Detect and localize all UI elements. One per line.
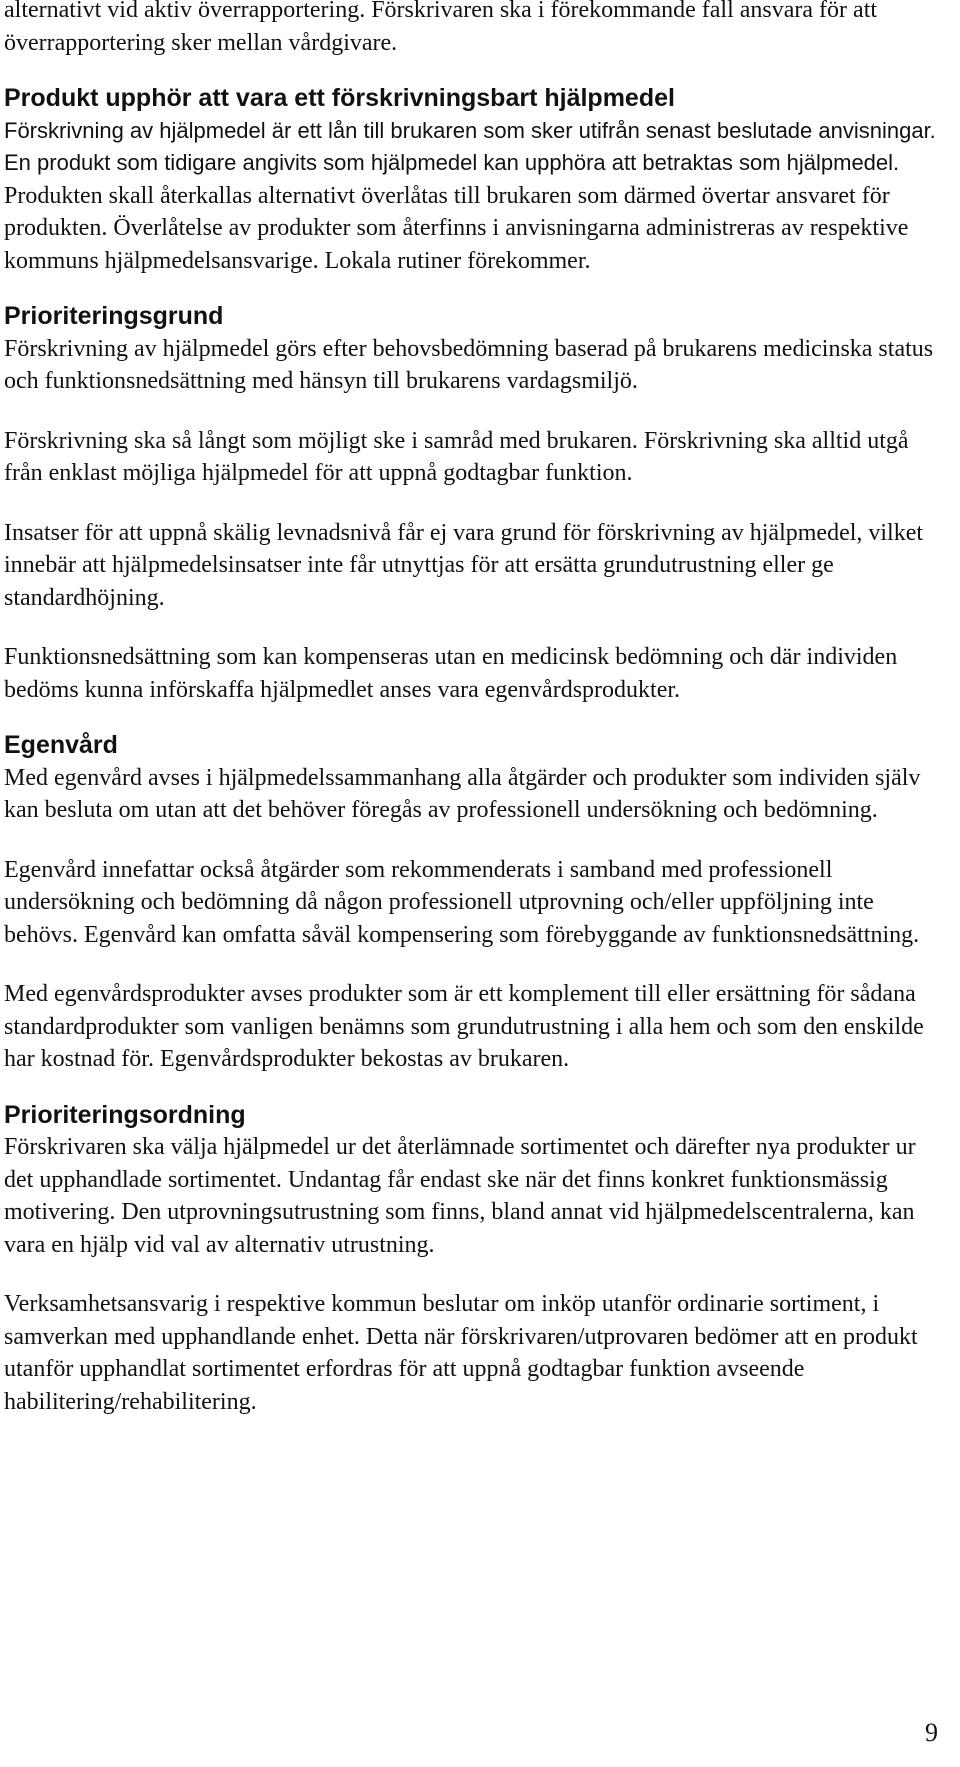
page-number: 9 <box>925 1718 938 1747</box>
paragraph-produkt-upphor-sans-part: Förskrivning av hjälpmedel är ett lån till brukaren som sker utifrån senast beslutade anvisningar. En produkt som tidigare angivits som hjälpmedel kan upphöra att betraktas som hjälpmedel. <box>4 117 936 175</box>
paragraph-ordning-2: Verksamhetsansvarig i respektive kommun beslutar om inköp utanför ordinarie sortiment, i samverkan med upphandlande enhet. Detta när förskrivaren/utprovaren bedömer att en produkt utanför upphandlat sortimentet erfordras för att uppnå godtagbar funktion avseende habilitering/rehabilitering. <box>4 1291 918 1415</box>
paragraph-egenvard-2: Egenvård innefattar också åtgärder som rekommenderats i samband med professionell undersökning och bedömning då någon professionell utprovning och/eller uppföljning inte behövs. Egenvård kan omfatta såväl kompensering som förebyggande av funktionsnedsättning. <box>4 856 920 948</box>
heading-produkt-upphor: Produkt upphör att vara ett förskrivningsbart hjälpmedel <box>4 84 675 112</box>
paragraph-egenvard-3: Med egenvårdsprodukter avses produkter som är ett komplement till eller ersättning för sådana standardprodukter som vanligen benämns som grundutrustning i alla hem och som den enskilde har kostnad för. Egenvårdsprodukter bekostas av brukaren. <box>4 981 924 1072</box>
paragraph-grund-2: Förskrivning ska så långt som möjligt ske i samråd med brukaren. Förskrivning ska alltid utgå från enklast möjliga hjälpmedel för att uppnå godtagbar funktion. <box>4 427 909 486</box>
paragraph-produkt-upphor <box>4 115 948 278</box>
heading-prioriteringsordning: Prioriteringsordning <box>4 1100 246 1129</box>
heading-egenvard: Egenvård <box>4 731 118 759</box>
document-page <box>4 0 948 1418</box>
paragraph-produkt-upphor-serif-part: Produkten skall återkallas alternativt överlåtas till brukaren som därmed övertar ansvaret för produkten. Överlåtelse av produkter som återfinns i anvisningarna administreras av respektive kommuns hjälpmedelsansvarige. Lokala rutiner förekommer. <box>4 182 909 274</box>
paragraph-grund-4: Funktionsnedsättning som kan kompenseras utan en medicinsk bedömning och där individen bedöms kunna införskaffa hjälpmedlet anses vara egenvårdsprodukter. <box>4 644 898 703</box>
paragraph-egenvard-1: Med egenvård avses i hjälpmedelssammanhang alla åtgärder och produkter som individen själv kan besluta om utan att det behöver föregås av professionell undersökning och bedömning. <box>4 764 921 823</box>
intro-paragraph: alternativt vid aktiv överrapportering. Förskrivaren ska i förekommande fall ansvara för att överrapportering sker mellan vårdgivare. <box>4 0 878 56</box>
paragraph-ordning-1: Förskrivaren ska välja hjälpmedel ur det återlämnade sortimentet och därefter nya produkter ur det upphandlade sortimentet. Undantag får endast ske när det finns konkret funktionsmässig motivering. Den utprovningsutrustning som finns, bland annat vid hjälpmedelscentralerna, kan vara en hjälp vid val av alternativ utrustning. <box>4 1134 916 1258</box>
paragraph-grund-3: Insatser för att uppnå skälig levnadsnivå får ej vara grund för förskrivning av hjälpmedel, vilket innebär att hjälpmedelsinsatser inte får utnyttjas för att ersätta grundutrustning eller ge standardhöjning. <box>4 519 924 611</box>
heading-prioriteringsgrund: Prioriteringsgrund <box>4 302 224 330</box>
paragraph-grund-1: Förskrivning av hjälpmedel görs efter behovsbedömning baserad på brukarens medicinska status och funktionsnedsättning med hänsyn till brukarens vardagsmiljö. <box>4 335 934 394</box>
